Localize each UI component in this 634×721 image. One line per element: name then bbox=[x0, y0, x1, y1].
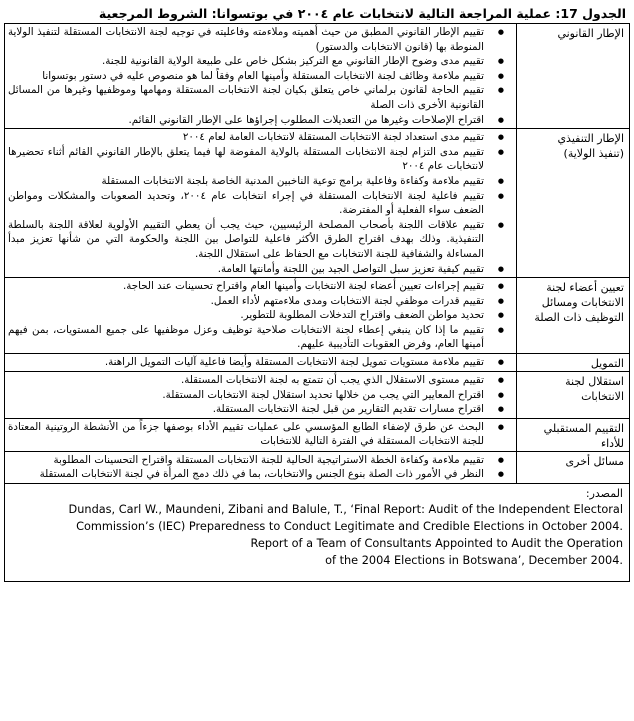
item-list bbox=[8, 420, 516, 449]
category-label: الانتخابات bbox=[581, 390, 624, 404]
items-cell bbox=[5, 418, 517, 451]
source-citation-line: Dundas, Carl W., Maundeni, Zibani and Balule, T., ‘Final Report: Audit of the Independent Electoral bbox=[68, 503, 623, 517]
category-label: للأداء bbox=[600, 436, 624, 450]
list-item: ● تقييم فاعلية لجنة الانتخابات المستقلة في إجراء انتخابات عام ٢٠٠٤، وتحديد الصعوبات والمشكلات ومواطن الضعف سواء الفعلية أو المفترضة. bbox=[8, 189, 516, 218]
list-item: ● البحث عن طرق لإضفاء الطابع المؤسسي على عمليات تقييم الأداء بوصفها جزءاً من الأنشطة الروتينية المعتادة للجنة الانتخابات المستقلة في الفترة التالية للانتخابات bbox=[8, 420, 516, 449]
category-label: التمويل bbox=[590, 357, 624, 371]
table-row bbox=[5, 451, 630, 483]
category-label: مسائل أخرى bbox=[565, 454, 624, 468]
items-cell bbox=[5, 354, 517, 372]
item-list bbox=[8, 279, 516, 352]
terms-of-reference-table bbox=[4, 23, 630, 582]
list-item: ● تقييم مدى استعداد لجنة الانتخابات المستقلة لانتخابات العامة لعام ٢٠٠٤ bbox=[8, 130, 516, 145]
items-cell bbox=[5, 129, 517, 278]
items-cell bbox=[5, 24, 517, 129]
source-citation-line: of the 2004 Elections in Botswana’, December 2004. bbox=[325, 554, 623, 568]
table-row bbox=[5, 278, 630, 354]
list-item: ● تقييم الحاجة لقانون برلماني خاص يتعلق بكيان لجنة الانتخابات المستقلة ومهامها وموظفيها وغيرها من المسائل القانونية الأخرى ذات الصلة bbox=[8, 83, 516, 112]
list-item: ● تقييم مدى وضوح الإطار القانوني مع التركيز بشكل خاص على طبيعة الولاية القانونية للجنة. bbox=[8, 54, 516, 69]
table-row bbox=[5, 354, 630, 372]
category-cell bbox=[517, 24, 630, 129]
item-list bbox=[8, 373, 516, 417]
list-item: ● تقييم ملاءمة وكفاءة الخطة الاستراتيجية الحالية للجنة الانتخابات المستقلة واقتراح التحسينات المطلوبة bbox=[8, 453, 516, 468]
list-item: ● تقييم مستوى الاستقلال الذي يجب أن تتمتع به لجنة الانتخابات المستقلة. bbox=[8, 373, 516, 388]
list-item: ● تقييم ملاءمة مستويات تمويل لجنة الانتخابات المستقلة وأيضا فاعلية آليات التمويل الراهنة. bbox=[8, 355, 516, 370]
list-item: ● تقييم كيفية تعزيز سبل التواصل الجيد بين اللجنة وأمانتها العامة. bbox=[8, 262, 516, 277]
list-item: ● تقييم مدى التزام لجنة الانتخابات المستقلة بالولاية المفوضة لها فيما يتعلق بالإطار القانوني القائم أثناء تحضيرها لانتخابات عام ٢٠٠٤ bbox=[8, 145, 516, 174]
list-item: ● تحديد مواطن الضعف واقتراح التدخلات المطلوبة للتطوير. bbox=[8, 308, 516, 323]
list-item: ● اقتراح المعايير التي يجب من خلالها تحديد استقلال لجنة الانتخابات المستقلة. bbox=[8, 388, 516, 403]
category-cell bbox=[517, 418, 630, 451]
category-label: استقلال لجنة bbox=[565, 375, 624, 389]
table-title: الجدول 17: عملية المراجعة التالية لانتخابات عام ٢٠٠٤ في بوتسوانا: الشروط المرجعية bbox=[98, 6, 626, 21]
list-item: ● تقييم قدرات موظفي لجنة الانتخابات ومدى ملاءمتهم لأداء العمل. bbox=[8, 294, 516, 309]
source-cell bbox=[5, 484, 630, 582]
category-cell bbox=[517, 278, 630, 354]
category-cell bbox=[517, 451, 630, 483]
source-row bbox=[5, 484, 630, 582]
list-item: ● تقييم ملاءمة وكفاءة وفاعلية برامج توعية الناخبين المدنية الخاصة بلجنة الانتخابات المستقلة bbox=[8, 174, 516, 189]
list-item: ● تقييم علاقات اللجنة بأصحاب المصلحة الرئيسيين، حيث يجب أن يعطي التقييم الأولوية لعلاقة اللجنة بالسلطة التنفيذية. وذلك بهدف اقتراح الطرق الأكثر فاعلية للتواصل بين اللجنة والحكومة التي من شأنها تعزيز مبدأ المساءلة والشفافية للجنة الانتخابات مع الحفاظ على استقلال اللجنة. bbox=[8, 218, 516, 262]
list-item: ● تقييم إجراءات تعيين أعضاء لجنة الانتخابات وأمينها العام واقتراح تحسينات عند الحاجة. bbox=[8, 279, 516, 294]
items-cell bbox=[5, 451, 517, 483]
category-label: الإطار التنفيذي bbox=[557, 132, 624, 146]
category-label: التقييم المستقبلي bbox=[543, 421, 624, 435]
category-label: الإطار القانوني bbox=[557, 27, 624, 40]
source-citation-line: Report of a Team of Consultants Appointed to Audit the Operation bbox=[250, 537, 623, 551]
table-row bbox=[5, 129, 630, 278]
category-label: الانتخابات ومسائل bbox=[541, 296, 624, 310]
category-label: (تنفيذ الولاية) bbox=[563, 147, 624, 161]
category-cell bbox=[517, 354, 630, 372]
category-cell bbox=[517, 372, 630, 419]
source-citation-line: Commission’s (IEC) Preparedness to Conduct Legitimate and Credible Elections in October 2004. bbox=[76, 520, 623, 534]
item-list bbox=[8, 25, 516, 127]
source-label: المصدر: bbox=[585, 487, 623, 501]
items-cell bbox=[5, 278, 517, 354]
list-item: ● تقييم الإطار القانوني المطبق من حيث أهميته وملاءمته وفاعليته في توجيه لجنة الانتخابات المستقلة لتنفيذ الولاية المنوطة بها (قانون الانتخابات والدستور) bbox=[8, 25, 516, 54]
table-row bbox=[5, 418, 630, 451]
item-list bbox=[8, 355, 516, 370]
items-cell bbox=[5, 372, 517, 419]
table-row bbox=[5, 372, 630, 419]
category-cell bbox=[517, 129, 630, 278]
list-item: ● اقتراح الإصلاحات وغيرها من التعديلات المطلوب إجراؤها على الإطار القانوني القائم. bbox=[8, 113, 516, 128]
list-item: ● اقتراح مسارات تقديم التقارير من قبل لجنة الانتخابات المستقلة. bbox=[8, 402, 516, 417]
list-item: ● تقييم ملاءمة وظائف لجنة الانتخابات المستقلة وأمينها العام وفقاً لما هو منصوص عليه في دستور بوتسوانا bbox=[8, 69, 516, 84]
list-item: ● تقييم ما إذا كان ينبغي إعطاء لجنة الانتخابات صلاحية توظيف وعزل موظفيها على جميع المستويات، بمن فيهم أمينها العام، وفرض العقوبات التأديبية عليهم. bbox=[8, 323, 516, 352]
item-list bbox=[8, 130, 516, 276]
list-item: ● النظر في الأمور ذات الصلة بنوع الجنس والانتخابات، بما في ذلك دمج المرأة في لجنة الانتخابات المستقلة bbox=[8, 467, 516, 482]
table-row bbox=[5, 24, 630, 129]
category-label: تعيين أعضاء لجنة bbox=[546, 281, 624, 295]
item-list bbox=[8, 453, 516, 482]
category-label: التوظيف ذات الصلة bbox=[534, 311, 624, 325]
